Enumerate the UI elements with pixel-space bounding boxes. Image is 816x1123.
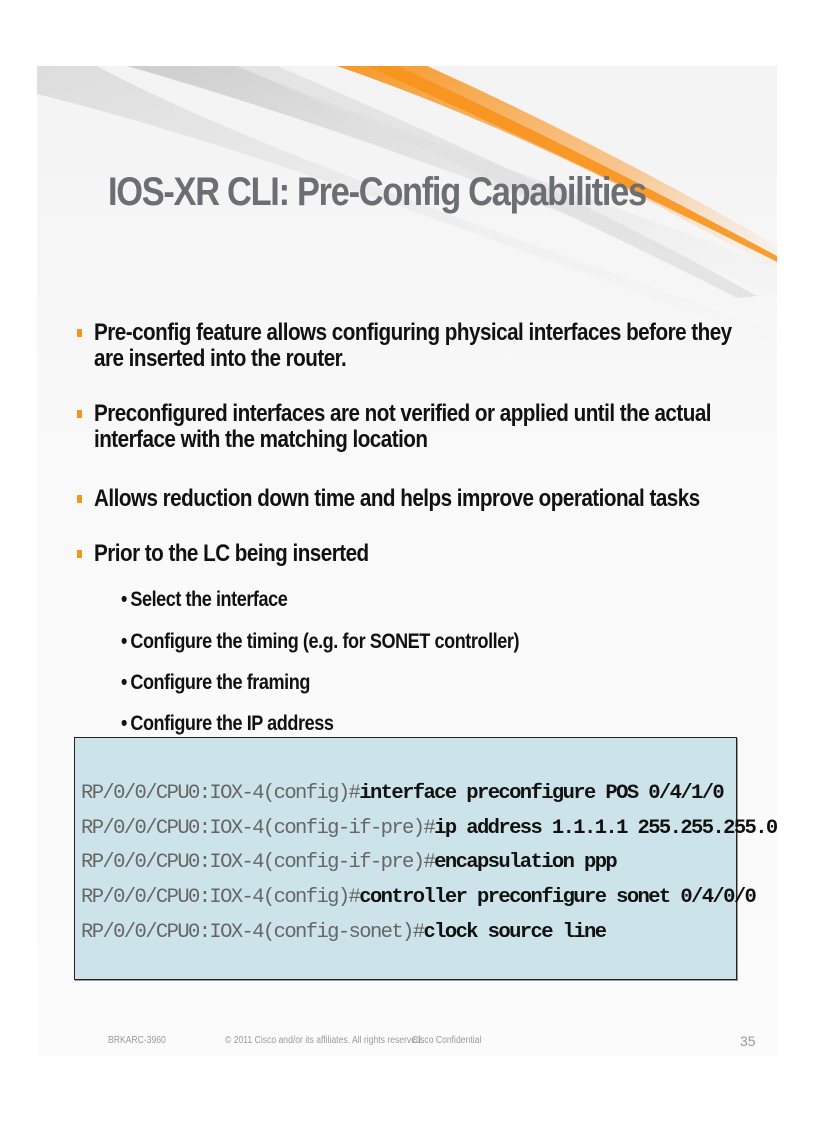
dot-bullet-icon: • <box>121 712 127 735</box>
sub-bullet-item <box>121 712 333 736</box>
cli-prompt: RP/0/0/CPU0:IOX-4(config-sonet)# <box>81 921 424 944</box>
sub-bullet-text: Select the interface <box>130 588 288 611</box>
sub-bullet-text: Configure the framing <box>130 671 310 694</box>
bullet-item <box>77 320 777 372</box>
square-bullet-icon <box>77 495 82 503</box>
sub-bullet-item <box>121 588 287 612</box>
sub-bullet-item <box>121 671 310 695</box>
bullet-text: Pre-config feature allows configuring physical interfaces before they are inserted into the router. <box>94 319 732 372</box>
cli-line <box>81 851 616 875</box>
cli-line <box>81 817 777 841</box>
dot-bullet-icon: • <box>121 671 127 694</box>
cli-command: controller preconfigure sonet 0/4/0/0 <box>359 886 756 909</box>
slide-title: IOS-XR CLI: Pre-Config Capabilities <box>108 170 646 214</box>
cli-prompt: RP/0/0/CPU0:IOX-4(config-if-pre)# <box>81 851 435 874</box>
cli-prompt: RP/0/0/CPU0:IOX-4(config-if-pre)# <box>81 817 435 840</box>
footer-confidential: Cisco Confidential <box>412 1035 482 1046</box>
cli-command: encapsulation ppp <box>434 851 617 874</box>
bullet-list <box>37 66 777 766</box>
bullet-text: Allows reduction down time and helps improve operational tasks <box>94 485 700 512</box>
dot-bullet-icon: • <box>121 588 127 611</box>
bullet-item <box>77 401 777 453</box>
page-number: 35 <box>740 1033 756 1049</box>
cli-command: clock source line <box>423 921 606 944</box>
bullet-text: Preconfigured interfaces are not verified or applied until the actual interface with the matching location <box>94 400 711 453</box>
sub-bullet-item <box>121 630 519 654</box>
cli-line <box>81 782 723 806</box>
cli-code-box <box>74 737 777 980</box>
cli-line <box>81 921 605 945</box>
sub-bullet-text: Configure the timing (e.g. for SONET controller) <box>130 630 520 653</box>
bullet-item <box>77 486 777 512</box>
bullet-item <box>77 541 777 567</box>
footer-session-id: BRKARC-3960 <box>108 1035 166 1046</box>
square-bullet-icon <box>77 550 82 558</box>
square-bullet-icon <box>77 329 82 337</box>
footer-copyright: © 2011 Cisco and/or its affiliates. All rights reserved. <box>225 1035 424 1046</box>
dot-bullet-icon: • <box>121 630 127 653</box>
cli-prompt: RP/0/0/CPU0:IOX-4(config)# <box>81 782 360 805</box>
bullet-text: Prior to the LC being inserted <box>94 540 369 567</box>
cli-prompt: RP/0/0/CPU0:IOX-4(config)# <box>81 886 360 909</box>
cli-command: ip address 1.1.1.1 255.255.255.0 <box>434 817 777 840</box>
cli-line <box>81 886 755 910</box>
sub-bullet-text: Configure the IP address <box>130 712 334 735</box>
slide <box>37 66 777 1056</box>
square-bullet-icon <box>77 410 82 418</box>
cli-command: interface preconfigure POS 0/4/1/0 <box>359 782 724 805</box>
